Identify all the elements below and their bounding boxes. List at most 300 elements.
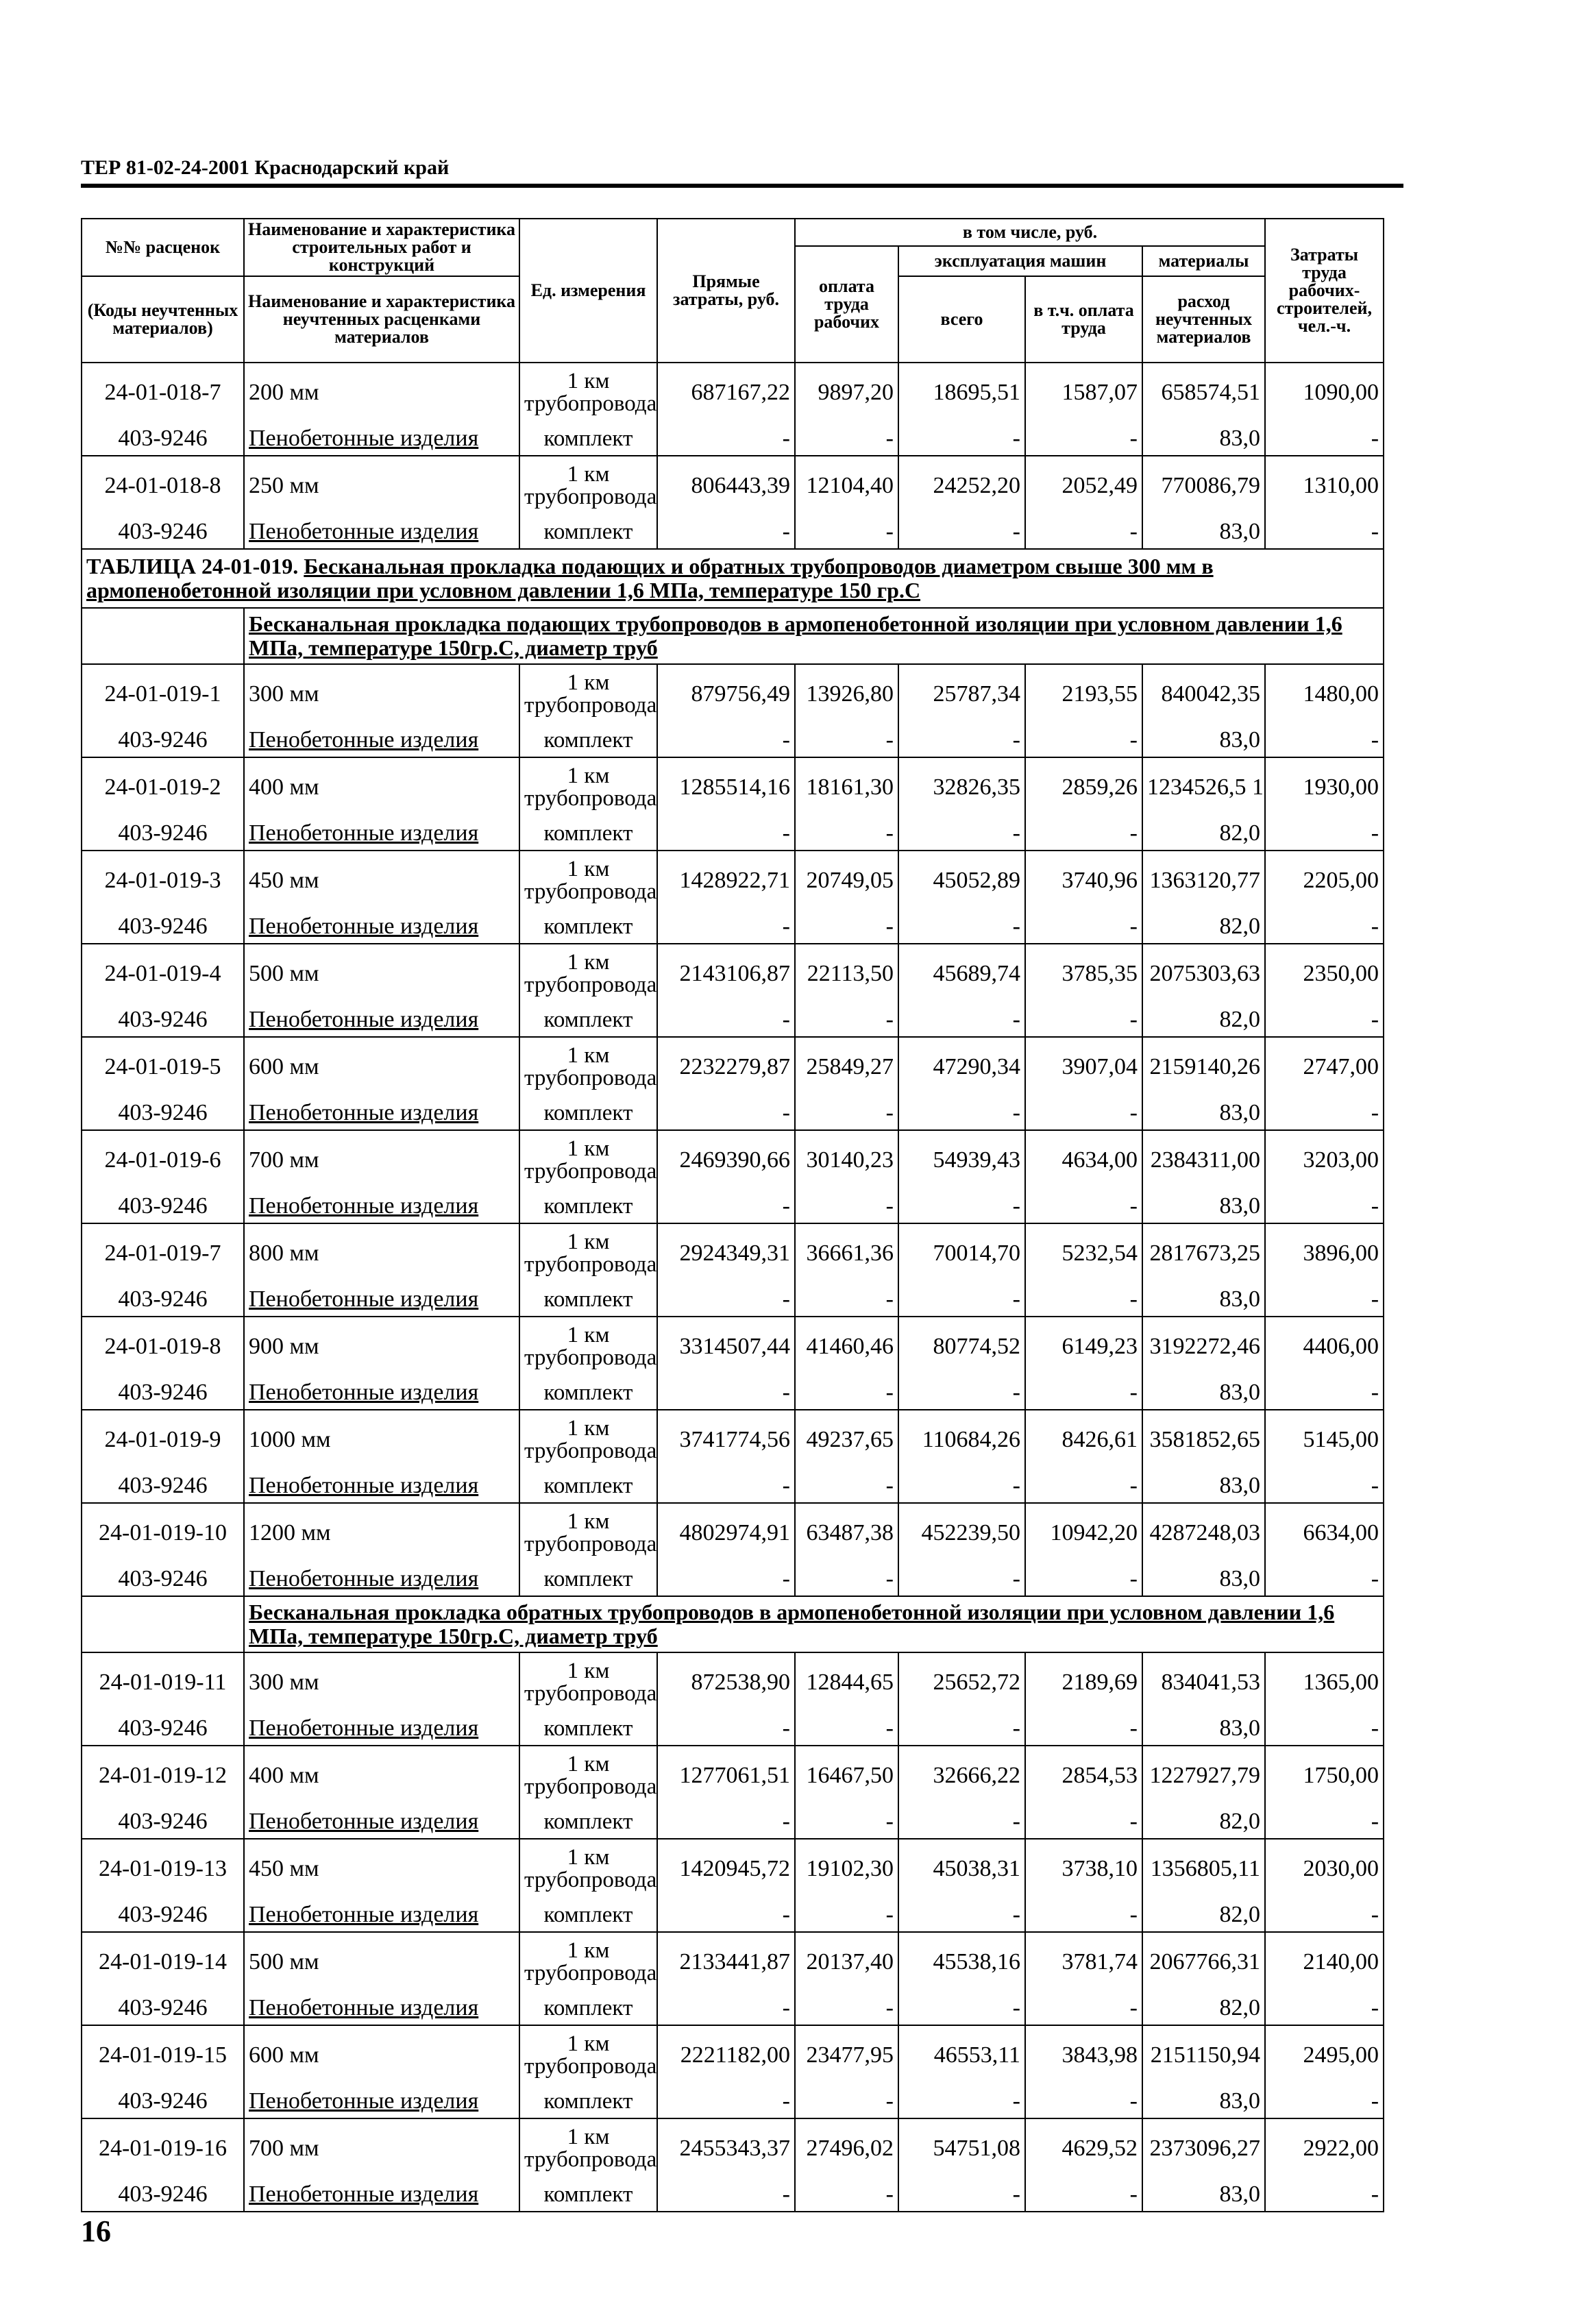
table-row [82,2118,1384,2178]
table-row [82,2025,1384,2085]
machines-wage-cost: 3738,10 [1025,1839,1142,1898]
col-machines-wage: в т.ч. оплата труда [1025,276,1142,363]
machines-wage-dash: - [1025,724,1142,757]
direct-dash: - [657,910,795,944]
material-unit: комплект [519,1898,657,1932]
wage-dash: - [795,910,898,944]
machines-dash: - [898,817,1025,851]
direct-dash: - [657,1190,795,1223]
rate-code: 24-01-019-11 [82,1652,244,1712]
labor-dash: - [1265,515,1384,549]
material-code: 403-9246 [82,1003,244,1037]
machines-wage-dash: - [1025,1097,1142,1130]
direct-cost: 1277061,51 [657,1746,795,1805]
machines-dash: - [898,1992,1025,2025]
material-name: Пенобетонные изделия [244,910,519,944]
material-unit: комплект [519,1469,657,1503]
direct-cost: 2469390,66 [657,1130,795,1190]
machines-wage-dash: - [1025,2178,1142,2212]
labor-dash: - [1265,1003,1384,1037]
direct-dash: - [657,1097,795,1130]
material-row [82,1563,1384,1596]
wage-dash: - [795,1283,898,1317]
wage-dash: - [795,817,898,851]
wage-cost: 18161,30 [795,757,898,817]
table-row [82,1503,1384,1563]
table-number: ТАБЛИЦА 24-01-019. [86,553,299,578]
machines-wage-dash: - [1025,1190,1142,1223]
wage-dash: - [795,1190,898,1223]
material-unit: комплект [519,1190,657,1223]
wage-cost: 13926,80 [795,664,898,724]
material-consumption: 83,0 [1142,1376,1265,1410]
work-name: 400 мм [244,1746,519,1805]
wage-cost: 19102,30 [795,1839,898,1898]
col-materials: материалы [1142,246,1265,276]
unit-label: 1 км трубопровода [519,1503,657,1563]
material-code: 403-9246 [82,515,244,549]
direct-cost: 2133441,87 [657,1932,795,1992]
wage-cost: 49237,65 [795,1410,898,1469]
rate-code: 24-01-019-5 [82,1037,244,1097]
machines-wage-cost: 3843,98 [1025,2025,1142,2085]
work-name: 200 мм [244,363,519,422]
material-consumption: 83,0 [1142,2178,1265,2212]
unit-label: 1 км трубопровода [519,456,657,515]
materials-cost: 658574,51 [1142,363,1265,422]
material-name: Пенобетонные изделия [244,1469,519,1503]
materials-cost: 770086,79 [1142,456,1265,515]
unit-label: 1 км трубопровода [519,1037,657,1097]
materials-cost: 2151150,94 [1142,2025,1265,2085]
wage-dash: - [795,2178,898,2212]
machines-wage-dash: - [1025,422,1142,456]
wage-dash: - [795,1805,898,1839]
page-number: 16 [81,2214,111,2248]
machines-wage-dash: - [1025,515,1142,549]
wage-cost: 9897,20 [795,363,898,422]
table-title-row [82,549,1384,608]
wage-cost: 30140,23 [795,1130,898,1190]
wage-dash: - [795,1563,898,1596]
material-row [82,422,1384,456]
table-row [82,363,1384,422]
unit-label: 1 км трубопровода [519,1932,657,1992]
material-unit: комплект [519,1712,657,1746]
table-row [82,1317,1384,1376]
direct-dash: - [657,2085,795,2118]
unit-label: 1 км трубопровода [519,363,657,422]
material-unit: комплект [519,1563,657,1596]
material-consumption: 82,0 [1142,1805,1265,1839]
direct-cost: 3314507,44 [657,1317,795,1376]
labor-cost: 6634,00 [1265,1503,1384,1563]
material-consumption: 83,0 [1142,1469,1265,1503]
labor-cost: 2140,00 [1265,1932,1384,1992]
machines-cost: 54751,08 [898,2118,1025,2178]
material-unit: комплект [519,1097,657,1130]
machines-wage-cost: 2052,49 [1025,456,1142,515]
labor-dash: - [1265,1563,1384,1596]
machines-wage-cost: 4629,52 [1025,2118,1142,2178]
col-unit: Ед. измерения [519,219,657,363]
wage-cost: 41460,46 [795,1317,898,1376]
direct-dash: - [657,1283,795,1317]
wage-dash: - [795,1469,898,1503]
material-consumption: 82,0 [1142,817,1265,851]
labor-cost: 1365,00 [1265,1652,1384,1712]
labor-cost: 2495,00 [1265,2025,1384,2085]
material-code: 403-9246 [82,1469,244,1503]
labor-cost: 3896,00 [1265,1223,1384,1283]
direct-dash: - [657,1898,795,1932]
rate-code: 24-01-019-10 [82,1503,244,1563]
direct-dash: - [657,1376,795,1410]
table-row [82,1410,1384,1469]
work-name: 1200 мм [244,1503,519,1563]
machines-wage-cost: 3785,35 [1025,944,1142,1003]
work-name: 450 мм [244,851,519,910]
wage-dash: - [795,724,898,757]
machines-dash: - [898,1469,1025,1503]
machines-dash: - [898,515,1025,549]
direct-dash: - [657,1469,795,1503]
machines-cost: 45038,31 [898,1839,1025,1898]
material-unit: комплект [519,1003,657,1037]
col-code-bottom: (Коды неучтенных материалов) [82,276,244,363]
machines-wage-dash: - [1025,1805,1142,1839]
labor-dash: - [1265,2085,1384,2118]
table-row [82,851,1384,910]
unit-label: 1 км трубопровода [519,2025,657,2085]
material-unit: комплект [519,1376,657,1410]
machines-wage-cost: 1587,07 [1025,363,1142,422]
unit-label: 1 км трубопровода [519,2118,657,2178]
labor-dash: - [1265,1712,1384,1746]
col-incl: в том числе, руб. [795,219,1265,246]
machines-dash: - [898,1805,1025,1839]
material-row [82,2085,1384,2118]
material-row [82,1469,1384,1503]
rate-code: 24-01-019-6 [82,1130,244,1190]
material-consumption: 83,0 [1142,1283,1265,1317]
machines-cost: 25652,72 [898,1652,1025,1712]
unit-label: 1 км трубопровода [519,1652,657,1712]
wage-cost: 12104,40 [795,456,898,515]
material-row [82,1805,1384,1839]
col-machines-total: всего [898,276,1025,363]
machines-wage-cost: 2859,26 [1025,757,1142,817]
material-consumption: 83,0 [1142,1190,1265,1223]
materials-cost: 2817673,25 [1142,1223,1265,1283]
wage-cost: 22113,50 [795,944,898,1003]
rate-code: 24-01-018-8 [82,456,244,515]
unit-label: 1 км трубопровода [519,1130,657,1190]
machines-dash: - [898,1190,1025,1223]
col-direct: Прямые затраты, руб. [657,219,795,363]
table-title [82,549,1384,608]
work-name: 300 мм [244,664,519,724]
wage-cost: 25849,27 [795,1037,898,1097]
material-row [82,910,1384,944]
unit-label: 1 км трубопровода [519,944,657,1003]
material-code: 403-9246 [82,1992,244,2025]
unit-label: 1 км трубопровода [519,757,657,817]
machines-wage-cost: 3781,74 [1025,1932,1142,1992]
material-code: 403-9246 [82,1097,244,1130]
labor-dash: - [1265,1376,1384,1410]
material-name: Пенобетонные изделия [244,1898,519,1932]
rate-code: 24-01-019-9 [82,1410,244,1469]
machines-cost: 110684,26 [898,1410,1025,1469]
material-name: Пенобетонные изделия [244,1003,519,1037]
labor-cost: 1090,00 [1265,363,1384,422]
machines-wage-cost: 8426,61 [1025,1410,1142,1469]
work-name: 300 мм [244,1652,519,1712]
direct-cost: 2455343,37 [657,2118,795,2178]
work-name: 700 мм [244,2118,519,2178]
machines-cost: 24252,20 [898,456,1025,515]
machines-wage-dash: - [1025,1712,1142,1746]
col-code-top: №№ расценок [82,219,244,276]
material-unit: комплект [519,910,657,944]
materials-cost: 2075303,63 [1142,944,1265,1003]
machines-wage-cost: 6149,23 [1025,1317,1142,1376]
table-row [82,1223,1384,1283]
labor-dash: - [1265,817,1384,851]
unit-label: 1 км трубопровода [519,1839,657,1898]
labor-dash: - [1265,1898,1384,1932]
labor-dash: - [1265,422,1384,456]
machines-dash: - [898,1376,1025,1410]
material-name: Пенобетонные изделия [244,1190,519,1223]
direct-cost: 806443,39 [657,456,795,515]
material-row [82,515,1384,549]
material-row [82,1376,1384,1410]
material-consumption: 82,0 [1142,910,1265,944]
labor-dash: - [1265,1469,1384,1503]
materials-cost: 4287248,03 [1142,1503,1265,1563]
material-code: 403-9246 [82,910,244,944]
materials-cost: 840042,35 [1142,664,1265,724]
labor-cost: 4406,00 [1265,1317,1384,1376]
material-unit: комплект [519,724,657,757]
labor-cost: 1750,00 [1265,1746,1384,1805]
labor-cost: 3203,00 [1265,1130,1384,1190]
materials-cost: 2159140,26 [1142,1037,1265,1097]
table-row [82,1932,1384,1992]
material-row [82,1898,1384,1932]
machines-cost: 47290,34 [898,1037,1025,1097]
section-title: Бесканальная прокладка подающих трубопроводов в армопенобетонной изоляции при условном давлении 1,6 МПа, температуре 150гр.С, диаметр труб [244,608,1384,664]
wage-dash: - [795,1898,898,1932]
labor-cost: 2205,00 [1265,851,1384,910]
labor-dash: - [1265,1190,1384,1223]
material-code: 403-9246 [82,1712,244,1746]
machines-cost: 25787,34 [898,664,1025,724]
direct-dash: - [657,1563,795,1596]
unit-label: 1 км трубопровода [519,1410,657,1469]
unit-label: 1 км трубопровода [519,664,657,724]
direct-cost: 1428922,71 [657,851,795,910]
machines-cost: 54939,43 [898,1130,1025,1190]
material-unit: комплект [519,1992,657,2025]
machines-cost: 80774,52 [898,1317,1025,1376]
table-row [82,1839,1384,1898]
material-name: Пенобетонные изделия [244,422,519,456]
machines-wage-cost: 2854,53 [1025,1746,1142,1805]
machines-wage-dash: - [1025,817,1142,851]
material-consumption: 82,0 [1142,1898,1265,1932]
material-name: Пенобетонные изделия [244,817,519,851]
wage-cost: 20749,05 [795,851,898,910]
material-consumption: 83,0 [1142,1712,1265,1746]
direct-cost: 2924349,31 [657,1223,795,1283]
wage-cost: 16467,50 [795,1746,898,1805]
work-name: 450 мм [244,1839,519,1898]
wage-dash: - [795,515,898,549]
work-name: 400 мм [244,757,519,817]
material-name: Пенобетонные изделия [244,2085,519,2118]
direct-cost: 2143106,87 [657,944,795,1003]
header-divider [81,184,1403,188]
machines-wage-dash: - [1025,1003,1142,1037]
machines-wage-cost: 5232,54 [1025,1223,1142,1283]
rate-code: 24-01-019-12 [82,1746,244,1805]
wage-cost: 63487,38 [795,1503,898,1563]
rate-code: 24-01-019-14 [82,1932,244,1992]
work-name: 700 мм [244,1130,519,1190]
materials-cost: 3581852,65 [1142,1410,1265,1469]
col-name-top: Наименование и характеристика строительных работ и конструкций [244,219,519,276]
materials-cost: 2067766,31 [1142,1932,1265,1992]
wage-cost: 20137,40 [795,1932,898,1992]
machines-wage-dash: - [1025,1563,1142,1596]
wage-dash: - [795,2085,898,2118]
rate-code: 24-01-019-7 [82,1223,244,1283]
machines-cost: 32826,35 [898,757,1025,817]
table-row [82,456,1384,515]
section-row [82,608,1384,664]
rate-code: 24-01-019-15 [82,2025,244,2085]
labor-dash: - [1265,1805,1384,1839]
wage-dash: - [795,422,898,456]
machines-wage-cost: 2193,55 [1025,664,1142,724]
material-row [82,1992,1384,2025]
work-name: 250 мм [244,456,519,515]
material-code: 403-9246 [82,817,244,851]
material-unit: комплект [519,515,657,549]
material-row [82,1712,1384,1746]
material-unit: комплект [519,817,657,851]
material-name: Пенобетонные изделия [244,1283,519,1317]
labor-cost: 5145,00 [1265,1410,1384,1469]
material-name: Пенобетонные изделия [244,2178,519,2212]
machines-wage-cost: 10942,20 [1025,1503,1142,1563]
material-consumption: 82,0 [1142,1992,1265,2025]
direct-dash: - [657,1805,795,1839]
materials-cost: 2384311,00 [1142,1130,1265,1190]
labor-cost: 1930,00 [1265,757,1384,817]
material-name: Пенобетонные изделия [244,1992,519,2025]
table-row [82,1037,1384,1097]
rate-code: 24-01-019-8 [82,1317,244,1376]
section-row [82,1596,1384,1652]
machines-wage-dash: - [1025,1283,1142,1317]
col-name-bottom: Наименование и характеристика неучтенных расценками материалов [244,276,519,363]
wage-cost: 27496,02 [795,2118,898,2178]
direct-cost: 1285514,16 [657,757,795,817]
labor-dash: - [1265,910,1384,944]
direct-dash: - [657,817,795,851]
material-name: Пенобетонные изделия [244,1712,519,1746]
direct-cost: 3741774,56 [657,1410,795,1469]
table-row [82,1652,1384,1712]
material-code: 403-9246 [82,422,244,456]
col-machines: эксплуатация машин [898,246,1142,276]
machines-dash: - [898,422,1025,456]
work-name: 600 мм [244,2025,519,2085]
machines-cost: 452239,50 [898,1503,1025,1563]
direct-cost: 687167,22 [657,363,795,422]
rate-code: 24-01-019-3 [82,851,244,910]
material-consumption: 83,0 [1142,724,1265,757]
material-consumption: 83,0 [1142,2085,1265,2118]
machines-dash: - [898,910,1025,944]
unit-label: 1 км трубопровода [519,851,657,910]
unit-label: 1 км трубопровода [519,1317,657,1376]
machines-wage-dash: - [1025,910,1142,944]
material-unit: комплект [519,1805,657,1839]
material-code: 403-9246 [82,1805,244,1839]
rate-code: 24-01-019-16 [82,2118,244,2178]
material-consumption: 83,0 [1142,422,1265,456]
machines-dash: - [898,2178,1025,2212]
material-name: Пенобетонные изделия [244,1097,519,1130]
rate-code: 24-01-019-13 [82,1839,244,1898]
direct-cost: 2232279,87 [657,1037,795,1097]
labor-dash: - [1265,724,1384,757]
wage-cost: 36661,36 [795,1223,898,1283]
machines-wage-dash: - [1025,1469,1142,1503]
rate-code: 24-01-019-4 [82,944,244,1003]
material-name: Пенобетонные изделия [244,1805,519,1839]
wage-cost: 23477,95 [795,2025,898,2085]
machines-wage-cost: 3740,96 [1025,851,1142,910]
direct-cost: 4802974,91 [657,1503,795,1563]
machines-wage-cost: 4634,00 [1025,1130,1142,1190]
col-labor: Затраты труда рабочих-строителей, чел.-ч. [1265,219,1384,363]
work-name: 900 мм [244,1317,519,1376]
machines-dash: - [898,1712,1025,1746]
machines-cost: 18695,51 [898,363,1025,422]
materials-cost: 1234526,5 1 [1142,757,1265,817]
wage-dash: - [795,1376,898,1410]
machines-cost: 45538,16 [898,1932,1025,1992]
material-code: 403-9246 [82,1190,244,1223]
machines-wage-dash: - [1025,1898,1142,1932]
wage-dash: - [795,1712,898,1746]
document-header: ТЕР 81-02-24-2001 Краснодарский край [81,156,450,179]
material-row [82,2178,1384,2212]
machines-wage-cost: 3907,04 [1025,1037,1142,1097]
machines-dash: - [898,1097,1025,1130]
direct-cost: 879756,49 [657,664,795,724]
materials-cost: 1227927,79 [1142,1746,1265,1805]
machines-wage-dash: - [1025,1992,1142,2025]
material-row [82,817,1384,851]
material-unit: комплект [519,422,657,456]
